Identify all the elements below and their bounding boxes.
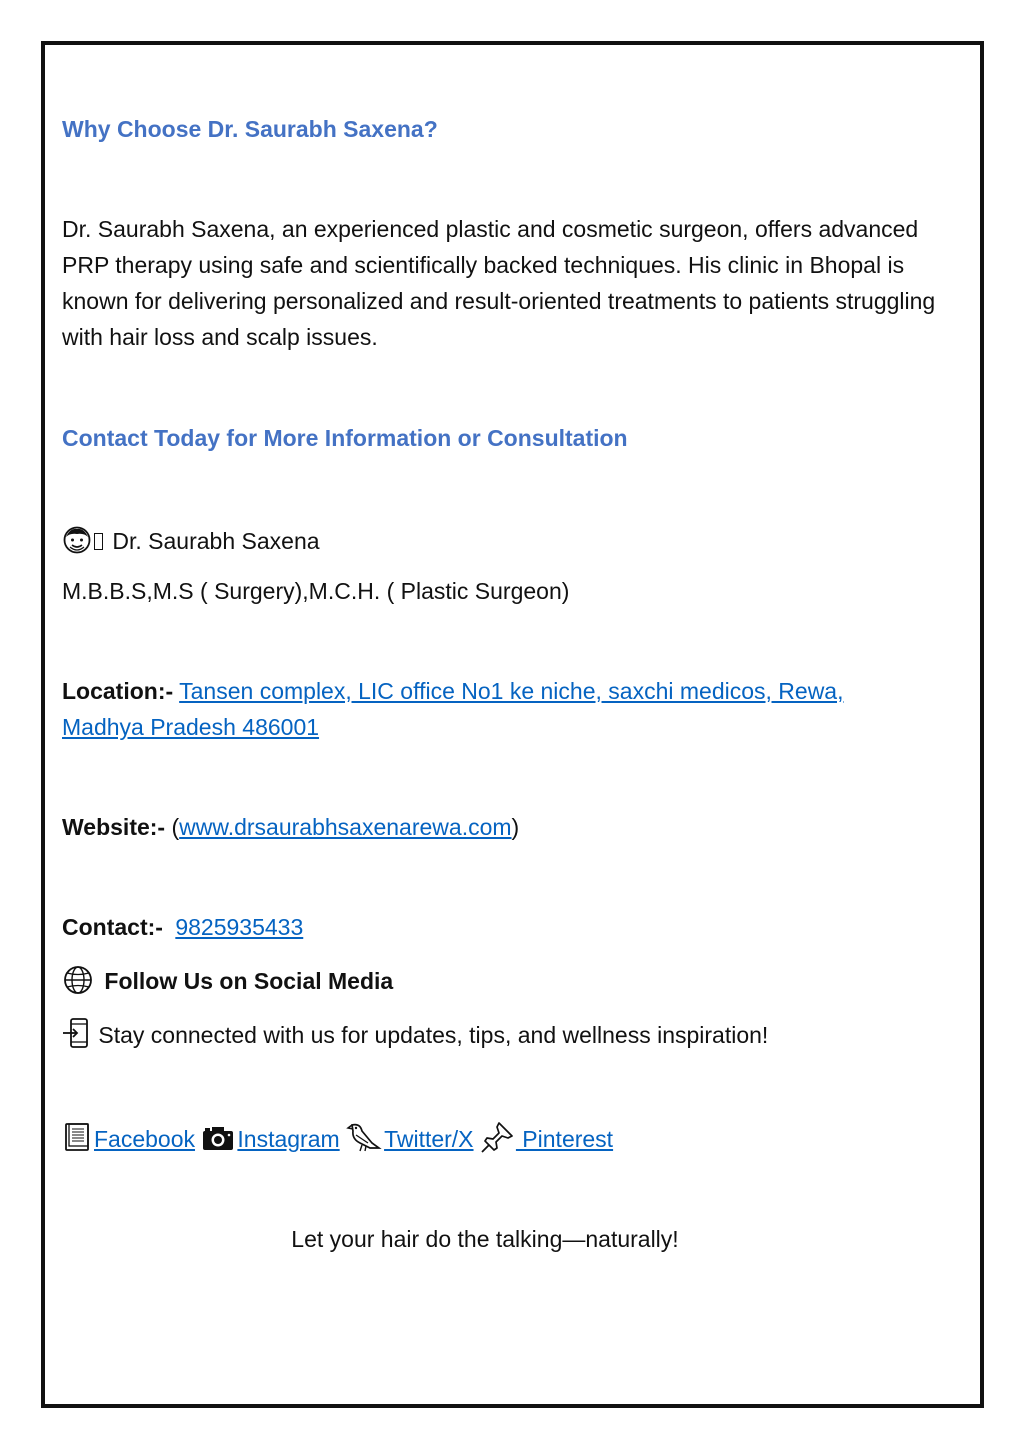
- location-line-2: [62, 709, 319, 745]
- bird-icon: [346, 1121, 382, 1163]
- location-link-continued[interactable]: Madhya Pradesh 486001: [62, 714, 320, 740]
- pinterest-link[interactable]: Pinterest: [515, 1126, 614, 1152]
- doctor-face-icon: [62, 525, 92, 565]
- phone-link[interactable]: 9825935433: [175, 914, 304, 940]
- qualifications: M.B.B.S,M.S ( Surgery),M.C.H. ( Plastic Surgeon): [62, 578, 570, 604]
- footer-slogan: Let your hair do the talking—naturally!: [291, 1226, 679, 1252]
- website-close-paren: ): [511, 814, 520, 840]
- website-open-paren: (: [171, 814, 180, 840]
- social-tagline: Stay connected with us for updates, tips, and wellness inspiration!: [98, 1022, 769, 1048]
- missing-glyph-icon: [94, 533, 103, 550]
- location-link[interactable]: Tansen complex, LIC office No1 ke niche, saxchi medicos, Rewa,: [179, 678, 844, 704]
- contact-heading: Contact Today for More Information or Consultation: [62, 425, 628, 451]
- location-label: Location:-: [62, 678, 174, 704]
- facebook-link[interactable]: Facebook: [94, 1126, 196, 1152]
- social-links-row: [62, 1121, 613, 1163]
- instagram-link[interactable]: Instagram: [237, 1126, 340, 1152]
- contact-label: Contact:-: [62, 914, 163, 940]
- social-tagline-line: [62, 1017, 768, 1059]
- camera-icon: [201, 1123, 235, 1163]
- website-link[interactable]: www.drsaurabhsaxenarewa.com: [179, 814, 512, 840]
- location-line: [62, 673, 843, 709]
- doctor-name: Dr. Saurabh Saxena: [112, 528, 320, 554]
- website-label: Website:-: [62, 814, 166, 840]
- twitter-link[interactable]: Twitter/X: [384, 1126, 474, 1152]
- website-line: [62, 809, 519, 845]
- social-heading: Follow Us on Social Media: [104, 968, 394, 994]
- contact-line: [62, 909, 303, 945]
- social-heading-line: [62, 963, 393, 1005]
- mobile-phone-arrow-icon: [62, 1017, 92, 1059]
- pushpin-icon: [480, 1121, 514, 1163]
- globe-icon: [62, 965, 94, 1005]
- why-choose-paragraph: Dr. Saurabh Saxena, an experienced plastic and cosmetic surgeon, offers advanced PRP therapy using safe and scientifically backed techniques. His clinic in Bhopal is known for delivering personalized and result-oriented treatments to patients struggling with hair loss and scalp issues.: [62, 216, 936, 350]
- book-icon: [62, 1121, 92, 1163]
- doctor-name-line: [62, 523, 320, 565]
- why-choose-heading: Why Choose Dr. Saurabh Saxena?: [62, 116, 438, 142]
